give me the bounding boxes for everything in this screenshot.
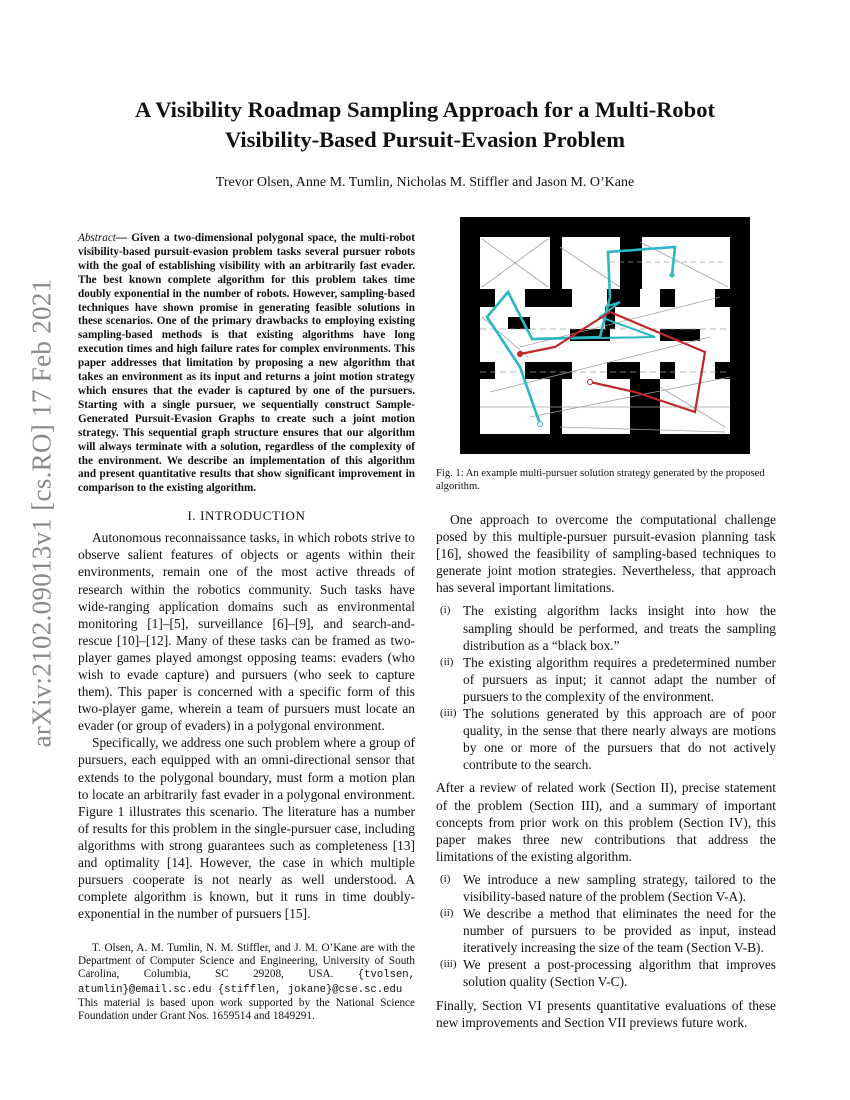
abstract-label: Abstract <box>78 232 116 244</box>
right-paragraph-2: After a review of related work (Section II), precise statement of the problem (Section III), and a summary of important concepts from prior work on this problem (Section IV), this paper makes three new contributions that address the limitations of the existing algorithm. <box>436 780 776 864</box>
pursuer-1-end <box>538 422 543 427</box>
figure-1 <box>460 217 750 454</box>
footnote-funding: This material is based upon work supported by the National Science Foundation under Grant Nos. 1659514 and 1849291. <box>78 996 415 1023</box>
abstract <box>78 232 415 922</box>
section-heading-introduction: I. INTRODUCTION <box>187 508 306 524</box>
pursuer-2-end <box>588 380 593 385</box>
list-item: (iii) We present a post-processing algorithm that improves solution quality (Section V-C). <box>440 957 776 990</box>
list-item: (i) The existing algorithm lacks insight into how the sampling should be performed, and treats the sampling distribution as a “black box.” <box>440 603 776 653</box>
intro-paragraph-2: Specifically, we address one such problem where a group of pursuers, each equipped with an omni-directional sensor that extends to the polygonal boundary, must form a motion plan to locate an arbitrarily fast evader in a polygonal environment. Figure 1 illustrates this scenario. The literature has a number of results for this problem in the single-pursuer case, including algorithms with strong guarantees such as completeness [13] and optimality [14]. However, the case in which multiple pursuers cooperate is not nearly as well understood. A complete algorithm is known, but it runs in time doubly-exponential in the number of pursuers [15]. <box>78 735 415 922</box>
paper-title <box>80 95 770 155</box>
pursuer-2-start <box>517 351 523 357</box>
figure-1-drawing <box>460 217 750 454</box>
arxiv-stamp: arXiv:2102.09013v1 [cs.RO] 17 Feb 2021 <box>26 278 57 747</box>
footnote-affiliation: T. Olsen, A. M. Tumlin, N. M. Stiffler, and J. M. O’Kane are with the Department of Computer Science and Engineering, University of South Carolina, Columbia, SC 29208, USA. <box>78 942 415 981</box>
footnote-emails: {tvolsen, atumlin}@email.sc.edu {stifflen, jokane}@cse.sc.edu <box>78 969 416 996</box>
pursuer-1-start <box>670 273 675 278</box>
list-item: (i) We introduce a new sampling strategy, tailored to the visibility-based nature of the problem (Section V-A). <box>440 871 776 904</box>
title-line-2: Visibility-Based Pursuit-Evasion Problem <box>224 127 626 152</box>
right-paragraph-3: Finally, Section VI presents quantitative evaluations of these new improvements and Section VII previews future work. <box>436 997 776 1030</box>
list-item: (ii) The existing algorithm requires a predetermined number of pursuers as input; it cannot adapt the number of pursuers to the complexity of the environment. <box>440 654 776 704</box>
figure-1-caption: Fig. 1: An example multi-pursuer solution strategy generated by the proposed algorithm. <box>436 468 765 492</box>
footnote <box>78 942 415 1023</box>
right-paragraph-1: One approach to overcome the computational challenge posed by this multiple-pursuer pursuit-evasion planning task [16], showed the feasibility of sampling-based techniques to generate joint motion strategies. Nevertheless, that approach has several important limitations. <box>436 512 776 596</box>
contributions-list <box>436 871 776 991</box>
list-item: (iii) The solutions generated by this approach are of poor quality, in the sense that there nearly always are motions by one or more of the pursuers that do not actively contribute to the search. <box>440 706 776 773</box>
authors: Trevor Olsen, Anne M. Tumlin, Nicholas M. Stiffler and Jason M. O’Kane <box>215 175 635 190</box>
right-column <box>436 511 776 1031</box>
limitations-list <box>436 602 776 773</box>
title-line-1: A Visibility Roadmap Sampling Approach for a Multi-Robot <box>135 97 715 122</box>
intro-paragraph-1: Autonomous reconnaissance tasks, in which robots strive to observe salient features of objects or agents within their environments, remain one of the most active threads of research within the robotics community. Such tasks have wide-ranging application domains such as environmental monitoring [1]–[5], surveillance [6]–[9], and search-and-rescue [10]–[12]. Many of these tasks can be framed as two-player games played amongst opposing teams: evaders (who wish to evade capture) and pursuers (who seek to capture them). This paper is concerned with a specific form of this two-player game, wherein a team of pursuers must locate an evader (or group of evaders) in a polygonal environment. <box>78 530 415 734</box>
abstract-text: — Given a two-dimensional polygonal space, the multi-robot visibility-based pursuit-evasion problem tasks several pursuer robots with the goal of establishing visibility with an arbitrarily fast evader. The best known complete algorithm for this problem takes time doubly exponential in the number of robots. However, sampling-based techniques have shown promise in generating feasible solutions in these scenarios. One of the primary drawbacks to employing existing sampling-based methods is that existing algorithms have long execution times and high failure rates for complex environments. This paper addresses that limitation by proposing a new algorithm that takes an environment as its input and returns a joint motion strategy which ensures that the evader is captured by one of the pursuers. Starting with a single pursuer, we sequentially construct Sample-Generated Pursuit-Evasion Graphs to create such a joint motion strategy. This sequential graph structure ensures that our algorithm will always terminate with a solution, regardless of the complexity of the environment. We describe an implementation of this algorithm and present quantitative results that show significant improvement in comparison to the existing algorithm. <box>78 232 415 495</box>
list-item: (ii) We describe a method that eliminates the need for the number of pursuers to be provided as input, instead iteratively increasing the size of the team (Section V-B). <box>440 906 776 956</box>
